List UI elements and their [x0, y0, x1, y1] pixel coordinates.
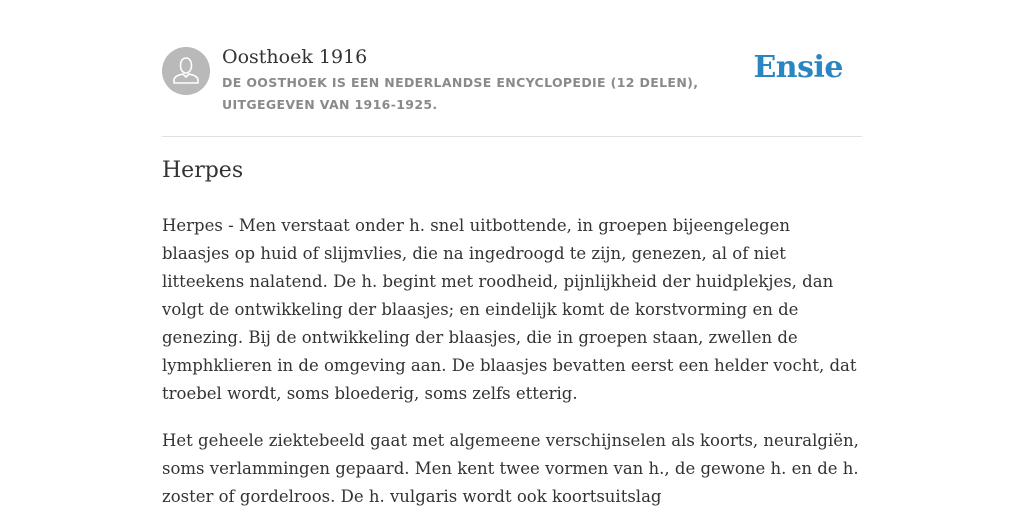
ensie-logo[interactable]: Ensie — [753, 50, 843, 85]
source-description: DE OOSTHOEK IS EEN NEDERLANDSE ENCYCLOPEDIE (12 DELEN), UITGEGEVEN VAN 1916-1925. — [222, 75, 699, 112]
article-paragraph: Herpes - Men verstaat onder h. snel uitbottende, in groepen bijeengelegen blaasjes op huid of slijmvlies, die na ingedroogd te zijn, genezen, al of niet litteekens nalatend. De h. begint met roodheid, pijnlijkheid der huidplekjes, dan volgt de ontwikkeling der blaasjes; en eindelijk komt de korstvorming en de genezing. Bij de ontwikkeling der blaasjes, die in groepen staan, zwellen de lymphklieren in de omgeving aan. De blaasjes bevatten eerst een helder vocht, dat troebel wordt, soms bloederig, soms zelfs etterig. — [162, 216, 857, 403]
article-title: Herpes — [162, 158, 244, 183]
source-avatar[interactable] — [162, 47, 210, 95]
article-body — [162, 212, 862, 530]
page-container — [162, 0, 862, 506]
source-header — [162, 0, 862, 137]
user-silhouette-icon — [162, 47, 210, 95]
source-name[interactable]: Oosthoek 1916 — [222, 46, 368, 68]
article-paragraph: Het geheele ziektebeeld gaat met algemeene verschijnselen als koorts, neuralgiën, soms verlammingen gepaard. Men kent twee vormen van h., de gewone h. en de h. zoster of gordelroos. De h. vulgaris wordt ook koortsuitslag — [162, 431, 859, 506]
